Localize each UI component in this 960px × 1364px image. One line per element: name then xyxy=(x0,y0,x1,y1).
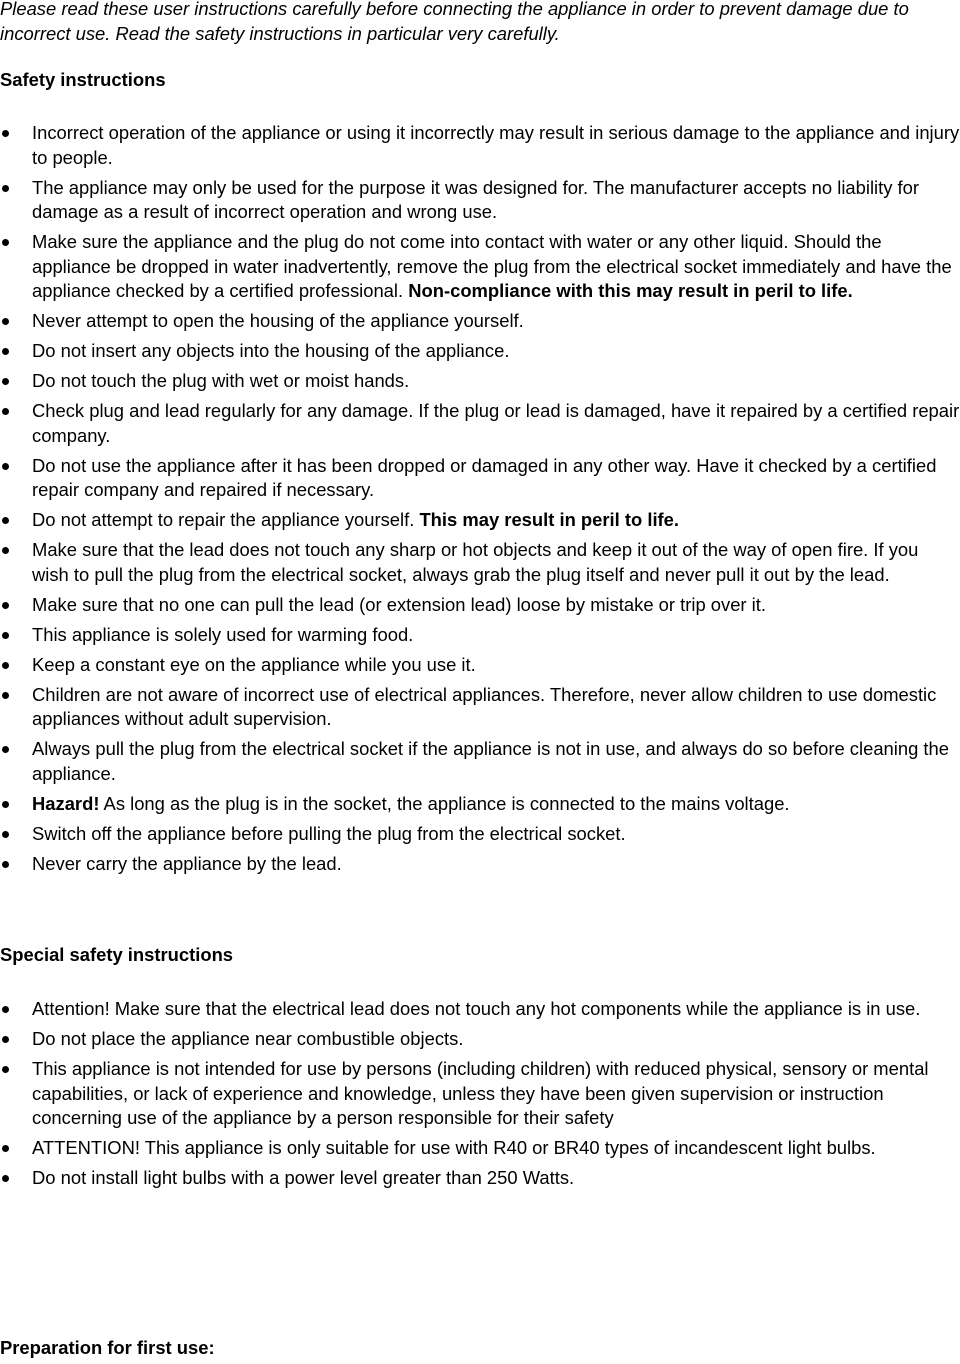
list-item: Do not insert any objects into the housing of the appliance. xyxy=(0,339,960,364)
intro-paragraph: Please read these user instructions carefully before connecting the appliance in order to prevent damage due to incorrect use. Read the safety instructions in particular very carefully. xyxy=(0,0,909,44)
list-item: Keep a constant eye on the appliance while you use it. xyxy=(0,653,960,678)
bullet-icon xyxy=(2,1066,9,1073)
warning-text: This may result in peril to life. xyxy=(419,509,680,530)
list-item: Do not install light bulbs with a power level greater than 250 Watts. xyxy=(0,1166,960,1191)
list-item: This appliance is not intended for use by persons (including children) with reduced physical, sensory or mental capabilities, or lack of experience and knowledge, unless they have been given supervision or instruction concerning use of the appliance by a person responsible for their safety xyxy=(0,1057,960,1131)
bullet-icon xyxy=(2,692,9,699)
bullet-icon xyxy=(2,632,9,639)
bullet-icon xyxy=(2,831,9,838)
safety-instructions-heading: Safety instructions xyxy=(0,69,166,90)
list-item: Do not touch the plug with wet or moist hands. xyxy=(0,369,960,394)
list-item: Make sure that no one can pull the lead (or extension lead) loose by mistake or trip over it. xyxy=(0,593,960,618)
bullet-icon xyxy=(2,318,9,325)
bullet-icon xyxy=(2,378,9,385)
bullet-icon xyxy=(2,602,9,609)
list-item: Make sure the appliance and the plug do not come into contact with water or any other liquid. Should the appliance be dropped in water inadvertently, remove the plug from the electrical socket immediately and have the appliance checked by a certified professional. Non-compliance with this may result in peril to life. xyxy=(0,230,960,304)
list-item: Do not attempt to repair the appliance yourself. This may result in peril to life. xyxy=(0,508,960,533)
list-item: Never attempt to open the housing of the appliance yourself. xyxy=(0,309,960,334)
list-item: Never carry the appliance by the lead. xyxy=(0,852,960,877)
special-safety-instructions-heading: Special safety instructions xyxy=(0,944,234,965)
bullet-icon xyxy=(2,547,9,554)
list-item: Always pull the plug from the electrical socket if the appliance is not in use, and always do so before cleaning the appliance. xyxy=(0,737,960,786)
bullet-icon xyxy=(2,185,9,192)
list-item: Check plug and lead regularly for any damage. If the plug or lead is damaged, have it repaired by a certified repair company. xyxy=(0,399,960,448)
list-item: Incorrect operation of the appliance or using it incorrectly may result in serious damage to the appliance and injury to people. xyxy=(0,121,960,170)
hazard-label: Hazard! xyxy=(32,792,100,814)
warning-text: Non-compliance with this may result in peril to life. xyxy=(408,280,853,301)
list-item: Switch off the appliance before pulling the plug from the electrical socket. xyxy=(0,822,960,847)
list-item: Attention! Make sure that the electrical lead does not touch any hot components while the appliance is in use. xyxy=(0,997,960,1022)
bullet-icon xyxy=(2,517,9,524)
bullet-icon xyxy=(2,1145,9,1152)
special-safety-instructions-list xyxy=(0,997,960,1196)
bullet-icon xyxy=(2,746,9,753)
bullet-icon xyxy=(2,408,9,415)
list-item: Make sure that the lead does not touch any sharp or hot objects and keep it out of the way of open fire. If you wish to pull the plug from the electrical socket, always grab the plug itself and never pull it out by the lead. xyxy=(0,538,960,587)
list-item: Do not place the appliance near combustible objects. xyxy=(0,1027,960,1052)
list-item: Children are not aware of incorrect use of electrical appliances. Therefore, never allow children to use domestic appliances without adult supervision. xyxy=(0,683,960,732)
preparation-heading: Preparation for first use: xyxy=(0,1337,215,1358)
list-item: Do not use the appliance after it has been dropped or damaged in any other way. Have it checked by a certified repair company and repaired if necessary. xyxy=(0,454,960,503)
bullet-icon xyxy=(2,801,9,808)
bullet-icon xyxy=(2,348,9,355)
bullet-icon xyxy=(2,662,9,669)
bullet-icon xyxy=(2,861,9,868)
list-item: The appliance may only be used for the purpose it was designed for. The manufacturer accepts no liability for damage as a result of incorrect operation and wrong use. xyxy=(0,176,960,225)
list-item: This appliance is solely used for warming food. xyxy=(0,623,960,648)
bullet-icon xyxy=(2,1175,9,1182)
bullet-icon xyxy=(2,239,9,246)
bullet-icon xyxy=(2,1006,9,1013)
bullet-icon xyxy=(2,1036,9,1043)
bullet-icon xyxy=(2,463,9,470)
bullet-icon xyxy=(2,130,9,137)
list-item: Hazard! As long as the plug is in the socket, the appliance is connected to the mains voltage. xyxy=(0,792,960,817)
safety-instructions-list xyxy=(0,121,960,882)
list-item: ATTENTION! This appliance is only suitable for use with R40 or BR40 types of incandescent light bulbs. xyxy=(0,1136,960,1161)
